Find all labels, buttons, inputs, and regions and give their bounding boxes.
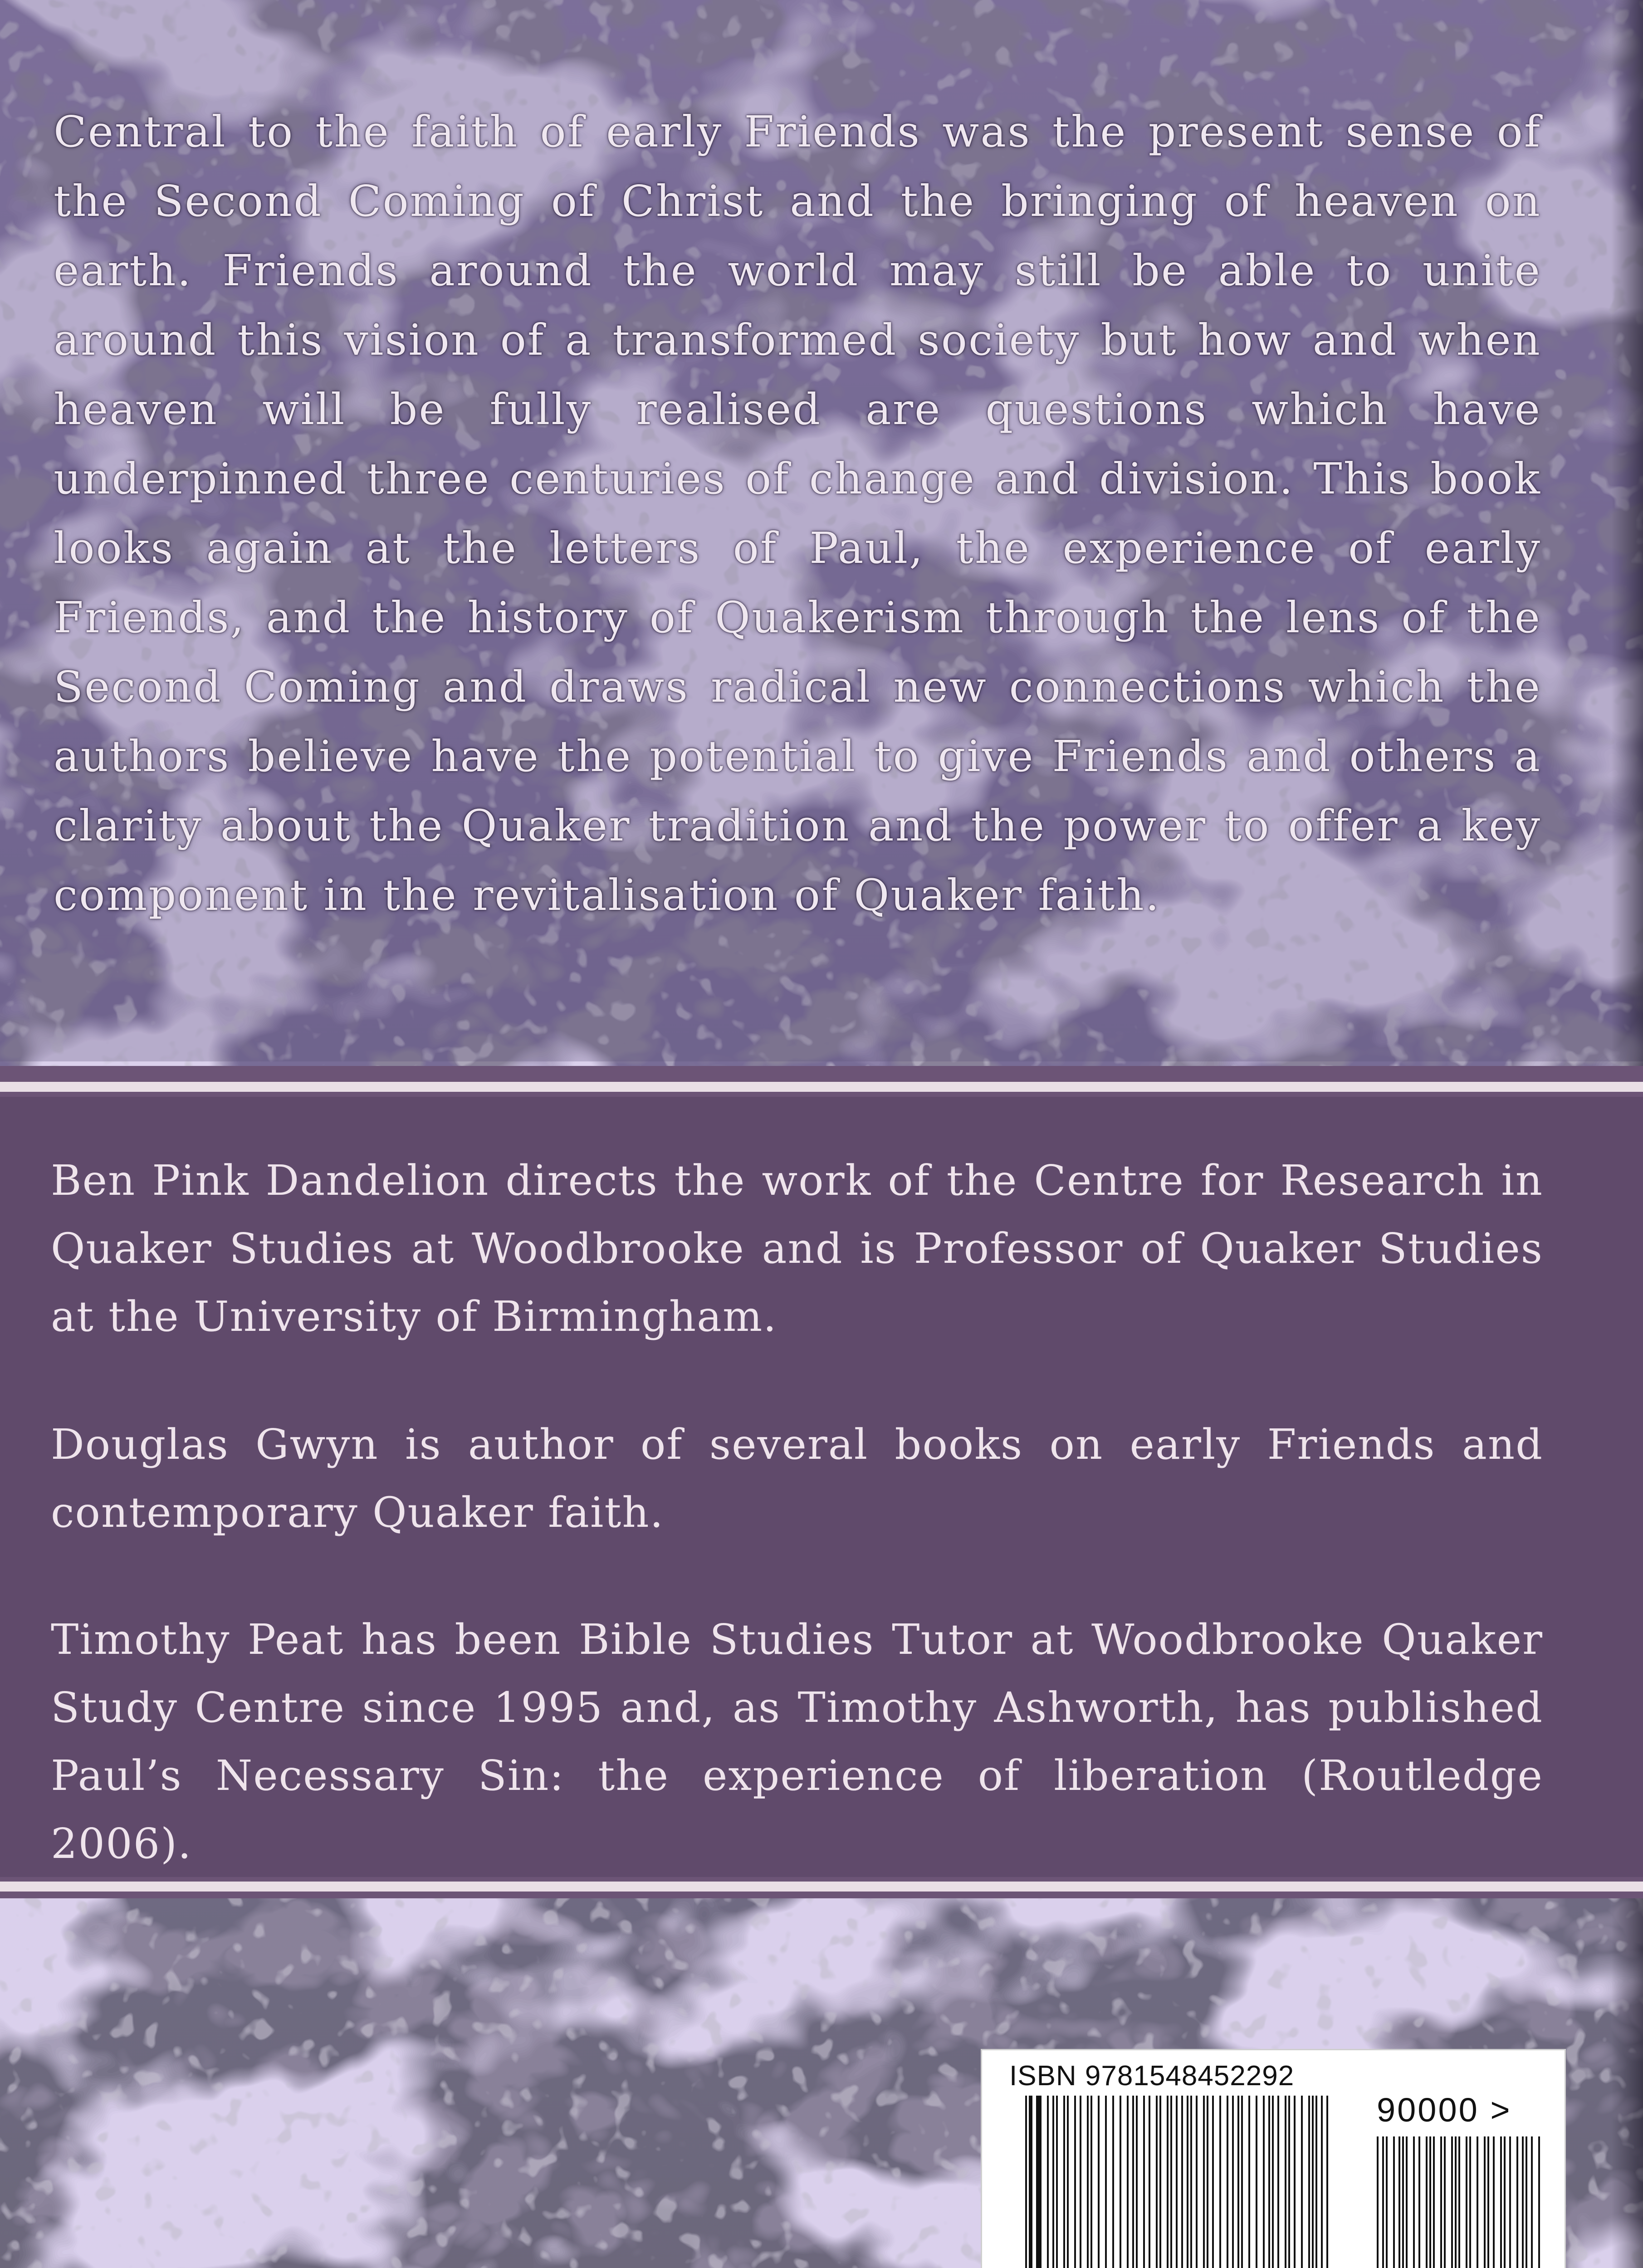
price-code: 90000 >: [1377, 2092, 1512, 2128]
author-bio-peat: Timothy Peat has been Bible Studies Tutor at Woodbrooke Quaker Study Centre since 1995 and, as Timothy Ashworth, has published Paul’s Necessary Sin: the experience of liberation (Routledge 2006).: [51, 1606, 1543, 1878]
author-bio-dandelion: Ben Pink Dandelion directs the work of the Centre for Research in Quaker Studies at Woodbrooke and is Professor of Quaker Studies at the University of Birmingham.: [51, 1147, 1543, 1351]
author-bio-gwyn: Douglas Gwyn is author of several books on early Friends and contemporary Quaker faith.: [51, 1411, 1543, 1547]
isbn-label: ISBN 9781548452292: [1009, 2060, 1294, 2092]
blurb-text: Central to the faith of early Friends was the present sense of the Second Coming of Christ and the bringing of heaven on earth. Friends around the world may still be able to unite around this vision of a transformed society but how and when heaven will be fully realised are questions which have underpinned three centuries of change and division. This book looks again at the letters of Paul, the experience of early Friends, and the history of Quakerism through the lens of the Second Coming and draws radical new connections which the authors believe have the potential to give Friends and others a clarity about the Quaker tradition and the power to offer a key component in the revitalisation of Quaker faith.: [54, 98, 1541, 930]
